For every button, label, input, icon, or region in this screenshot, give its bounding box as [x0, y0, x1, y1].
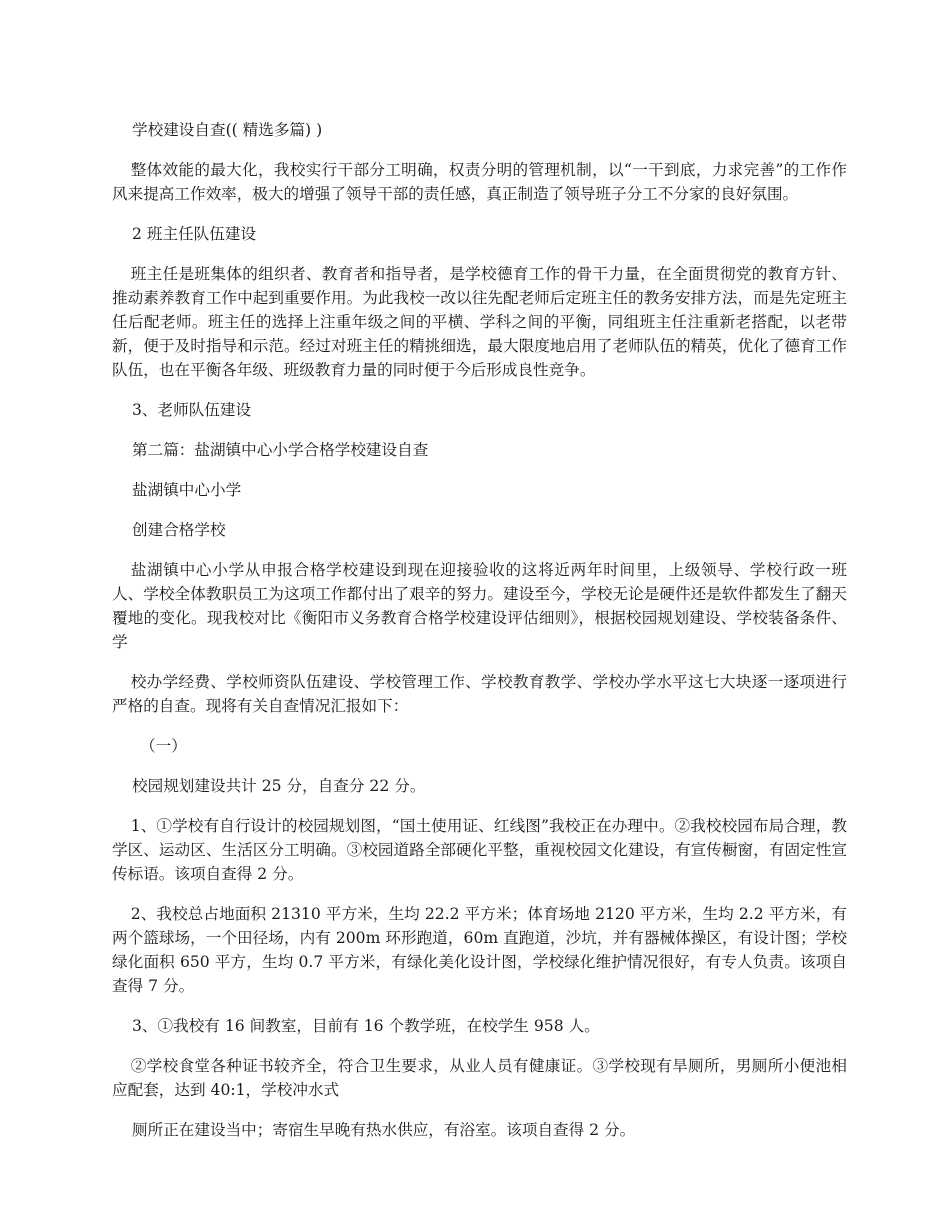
paragraph-item-2: 2、我校总占地面积 21310 平方米，生均 22.2 平方米；体育场地 2120 平方米，生均 2.2 平方米，有两个篮球场，一个田径场，内有 200m 环形跑道，60m 直跑道，沙坑，并有器械体操区，有设计图；学校绿化面积 650 平方，生均 0.7 平方米，有绿化美化设计图，学校绿化维护情况很好，有专人负责。该项自查得 7 分。 [112, 905, 847, 995]
school-name: 盐湖镇中心小学 [132, 481, 242, 499]
paragraph-overview: 盐湖镇中心小学从申报合格学校建设到现在迎接验收的这将近两年时间里，上级领导、学校行政一班人、学校全体教职员工为这项工作都付出了艰辛的努力。建设至今，学校无论是硬件还是软件都发生了翻天覆地的变化。现我校对比《衡阳市义务教育合格学校建设评估细则》，根据校园规划建设、学校装备条件、学 [112, 561, 847, 651]
paragraph-item-1: 1、①学校有自行设计的校园规划图，“国土使用证、红线图”我校正在办理中。②我校校园布局合理，教学区、运动区、生活区分工明确。③校园道路全部硬化平整，重视校园文化建设，有宣传橱窗，有固定性宣传标语。该项自查得 2 分。 [112, 817, 847, 883]
paragraph-item-3: 3、①我校有 16 间教室，目前有 16 个教学班，在校学生 958 人。 [132, 1017, 600, 1035]
paragraph-canteen: ②学校食堂各种证书较齐全，符合卫生要求，从业人员有健康证。③学校现有旱厕所，男厕所小便池相应配套，达到 40:1，学校冲水式 [112, 1057, 847, 1099]
chapter-heading-second: 第二篇：盐湖镇中心小学合格学校建设自查 [132, 441, 429, 459]
subheading-qualified-school: 创建合格学校 [132, 521, 226, 539]
section-heading-teachers: 3、老师队伍建设 [132, 401, 252, 419]
paragraph-management: 整体效能的最大化，我校实行干部分工明确，权责分明的管理机制，以“一干到底，力求完善”的工作作风来提高工作效率，极大的增强了领导干部的责任感，真正制造了领导班子分工不分家的良好氛围。 [112, 161, 847, 203]
document-page [112, 118, 847, 1158]
paragraph-campus-score: 校园规划建设共计 25 分，自查分 22 分。 [132, 777, 426, 795]
document-title: 学校建设自查(( 精选多篇) ) [132, 121, 323, 139]
paragraph-head-teachers: 班主任是班集体的组织者、教育者和指导者，是学校德育工作的骨干力量，在全面贯彻党的教育方针、推动素养教育工作中起到重要作用。为此我校一改以往先配老师后定班主任的教务安排方法，而是先定班主任后配老师。班主任的选择上注重年级之间的平横、学科之间的平衡，同组班主任注重新老搭配，以老带新，便于及时指导和示范。经过对班主任的精挑细选，最大限度地启用了老师队伍的精英，优化了德育工作队伍，也在平衡各年级、班级教育力量的同时便于今后形成良性竞争。 [112, 265, 847, 379]
section-heading-head-teachers: 2 班主任队伍建设 [132, 225, 257, 243]
paragraph-seven-areas: 校办学经费、学校师资队伍建设、学校管理工作、学校教育教学、学校办学水平这七大块逐一逐项进行严格的自查。现将有关自查情况汇报如下： [112, 673, 847, 715]
section-number-one: （一） [140, 737, 187, 755]
paragraph-toilets: 厕所正在建设当中；寄宿生早晚有热水供应，有浴室。该项自查得 2 分。 [132, 1121, 636, 1139]
